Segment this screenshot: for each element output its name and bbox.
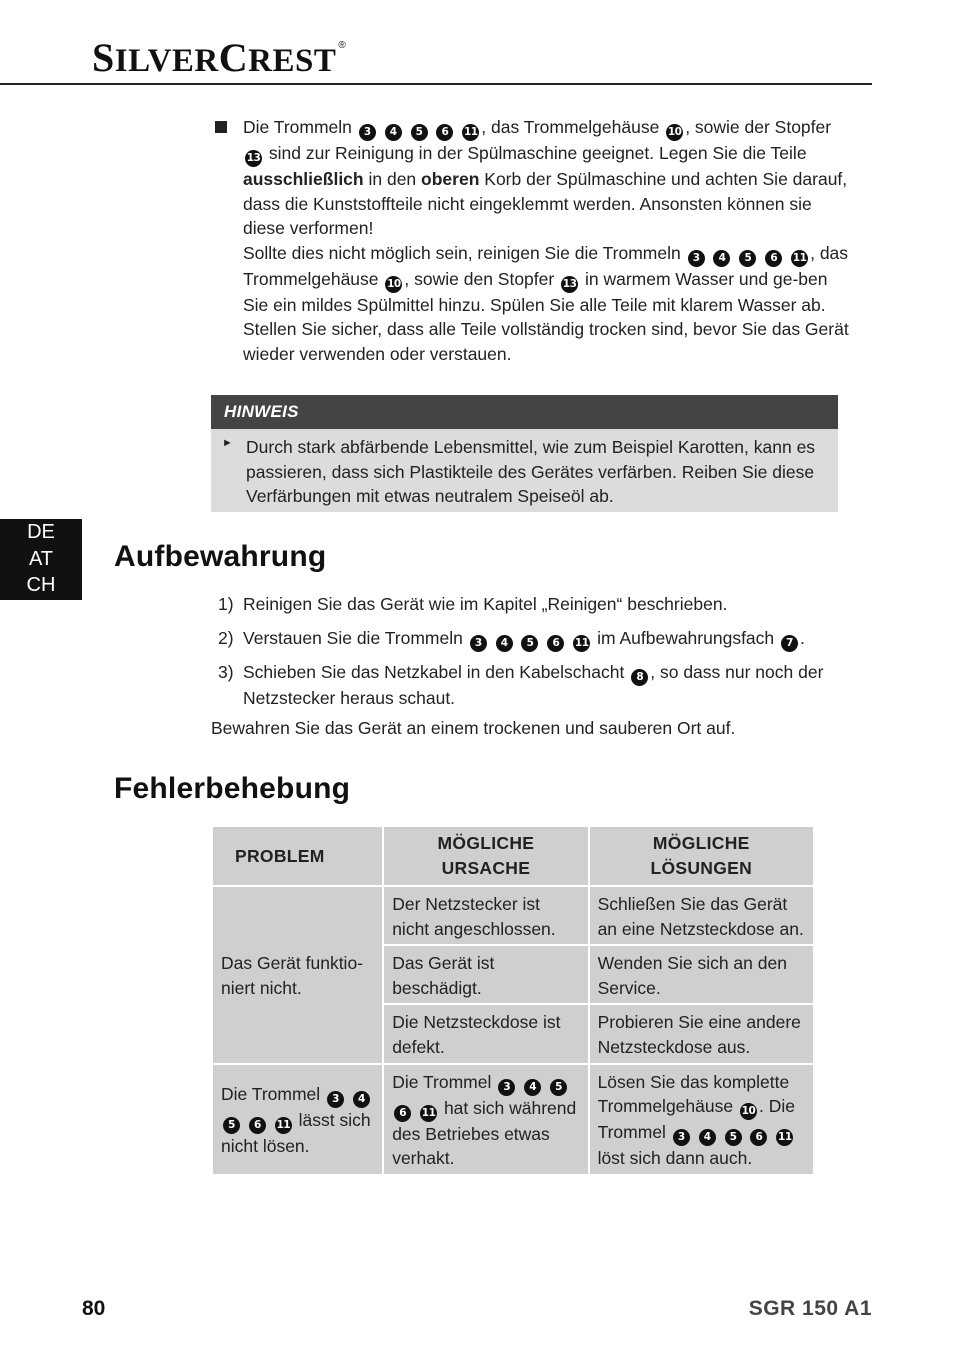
part-number-badge: 11 [791, 250, 808, 267]
part-number-badge: 10 [385, 276, 402, 293]
problem-cell: Die Trommel 3 4 5 6 11 lässt sich nicht lösen. [212, 1064, 383, 1175]
part-number-badge: 6 [750, 1129, 767, 1146]
troubleshooting-table [211, 825, 815, 1176]
part-number-badge: 4 [699, 1129, 716, 1146]
part-number-badge: 13 [561, 276, 578, 293]
note-box [211, 395, 838, 512]
badge-4: 4 [385, 124, 402, 141]
model-number: SGR 150 A1 [748, 1297, 872, 1320]
lang-at: AT [28, 547, 54, 570]
part-number-badge: 5 [725, 1129, 742, 1146]
solution-cell: Schließen Sie das Gerät an eine Netzsteckdose an. [589, 886, 814, 945]
arrow-right-icon: ► [222, 437, 233, 449]
part-number-badge: 5 [223, 1117, 240, 1134]
part-number-badge: 6 [765, 250, 782, 267]
storage-closing-text: Bewahren Sie das Gerät an einem trockenen und sauberen Ort auf. [211, 718, 736, 738]
part-number-badge: 7 [781, 635, 798, 652]
part-number-badge: 11 [776, 1129, 793, 1146]
part-number-badge: 5 [521, 635, 538, 652]
part-number-badge: 3 [498, 1079, 515, 1096]
part-number-badge: 3 [327, 1091, 344, 1108]
part-number-badge: 6 [249, 1117, 266, 1134]
problem-cell: Das Gerät funktio-niert nicht. [212, 886, 383, 1064]
part-number-badge: 4 [713, 250, 730, 267]
page-number: 80 [82, 1297, 106, 1320]
badge-11: 11 [462, 124, 479, 141]
solution-cell: Wenden Sie sich an den Service. [589, 945, 814, 1004]
table-row [212, 886, 814, 945]
badge-6: 6 [436, 124, 453, 141]
cause-cell: Die Trommel 3 4 5 6 11 hat sich während des Betriebes etwas verhakt. [383, 1064, 588, 1175]
part-number-badge: 10 [740, 1103, 757, 1120]
header-solution: MÖGLICHE LÖSUNGEN [589, 826, 814, 886]
section-title-storage: Aufbewahrung [114, 540, 327, 573]
part-number-badge: 11 [573, 635, 590, 652]
badge-13: 13 [245, 150, 262, 167]
part-number-badge: 5 [739, 250, 756, 267]
part-number-badge: 4 [524, 1079, 541, 1096]
solution-cell: Lösen Sie das komplette Trommelgehäuse 10 . Die Trommel 3 4 5 6 11 löst sich dann auch. [589, 1064, 814, 1175]
bullet-content [243, 115, 849, 367]
part-number-badge: 3 [470, 635, 487, 652]
note-title: HINWEIS [211, 395, 838, 429]
solution-cell: Probieren Sie eine andere Netzsteckdose aus. [589, 1004, 814, 1063]
part-number-badge: 4 [496, 635, 513, 652]
cause-cell: Das Gerät ist beschädigt. [383, 945, 588, 1004]
header-rule [0, 83, 872, 85]
cause-cell: Der Netzstecker ist nicht angeschlossen. [383, 886, 588, 945]
part-number-badge: 11 [420, 1105, 437, 1122]
table-header-row [212, 826, 814, 886]
bullet-square-icon [215, 121, 227, 133]
header-problem: PROBLEM [212, 826, 383, 886]
badge-5: 5 [411, 124, 428, 141]
part-number-badge: 3 [688, 250, 705, 267]
lang-de: DE [27, 521, 55, 543]
part-number-badge: 4 [353, 1091, 370, 1108]
part-number-badge: 3 [673, 1129, 690, 1146]
part-number-badge: 8 [631, 669, 648, 686]
brand-logo: SILVERCREST ® [92, 35, 347, 80]
note-text: Durch stark abfärbende Lebensmittel, wie zum Beispiel Karotten, kann es passieren, dass sich Plastikteile des Gerätes verfärben. Reiben Sie diese Verfärbungen mit etwas neutralem Speiseöl ab. [246, 437, 816, 507]
badge-3: 3 [359, 124, 376, 141]
part-number-badge: 6 [547, 635, 564, 652]
bullet-paragraph-1: Die Trommeln 3 4 5 6 11 , das Trommelgehäuse 10 , sowie der Stopfer 13 sind zur Reinigung in der Spülmaschine geeignet. Legen Sie die Teile ausschließlich in den oberen Korb der Spülmaschine und achten Sie darauf, dass die Kunststoffteile nicht eingeklemmt werden. Ansonsten können sie diese verformen! [243, 117, 848, 239]
badge-10: 10 [666, 124, 683, 141]
cause-cell: Die Netzsteckdose ist defekt. [383, 1004, 588, 1063]
part-number-badge: 11 [275, 1117, 292, 1134]
section-title-troubleshooting: Fehlerbehebung [114, 772, 351, 805]
table-row [212, 1064, 814, 1175]
part-number-badge: 6 [394, 1105, 411, 1122]
bullet-paragraph-2: Sollte dies nicht möglich sein, reinigen Sie die Trommeln 3 4 5 6 11 , das Trommelgehäuse 10 , sowie den Stopfer 13 in warmem Wasser und ge-ben Sie ein mildes Spülmittel hinzu. Spülen Sie alle Teile mit klarem Wasser ab. Stellen Sie sicher, dass alle Teile vollständig trocken sind, bevor Sie das Gerät wieder verwenden oder verstauen. [243, 242, 849, 364]
lang-ch: CH [26, 574, 56, 596]
part-number-badge: 5 [550, 1079, 567, 1096]
language-tab [0, 519, 82, 600]
header-cause: MÖGLICHE URSACHE [383, 826, 588, 886]
